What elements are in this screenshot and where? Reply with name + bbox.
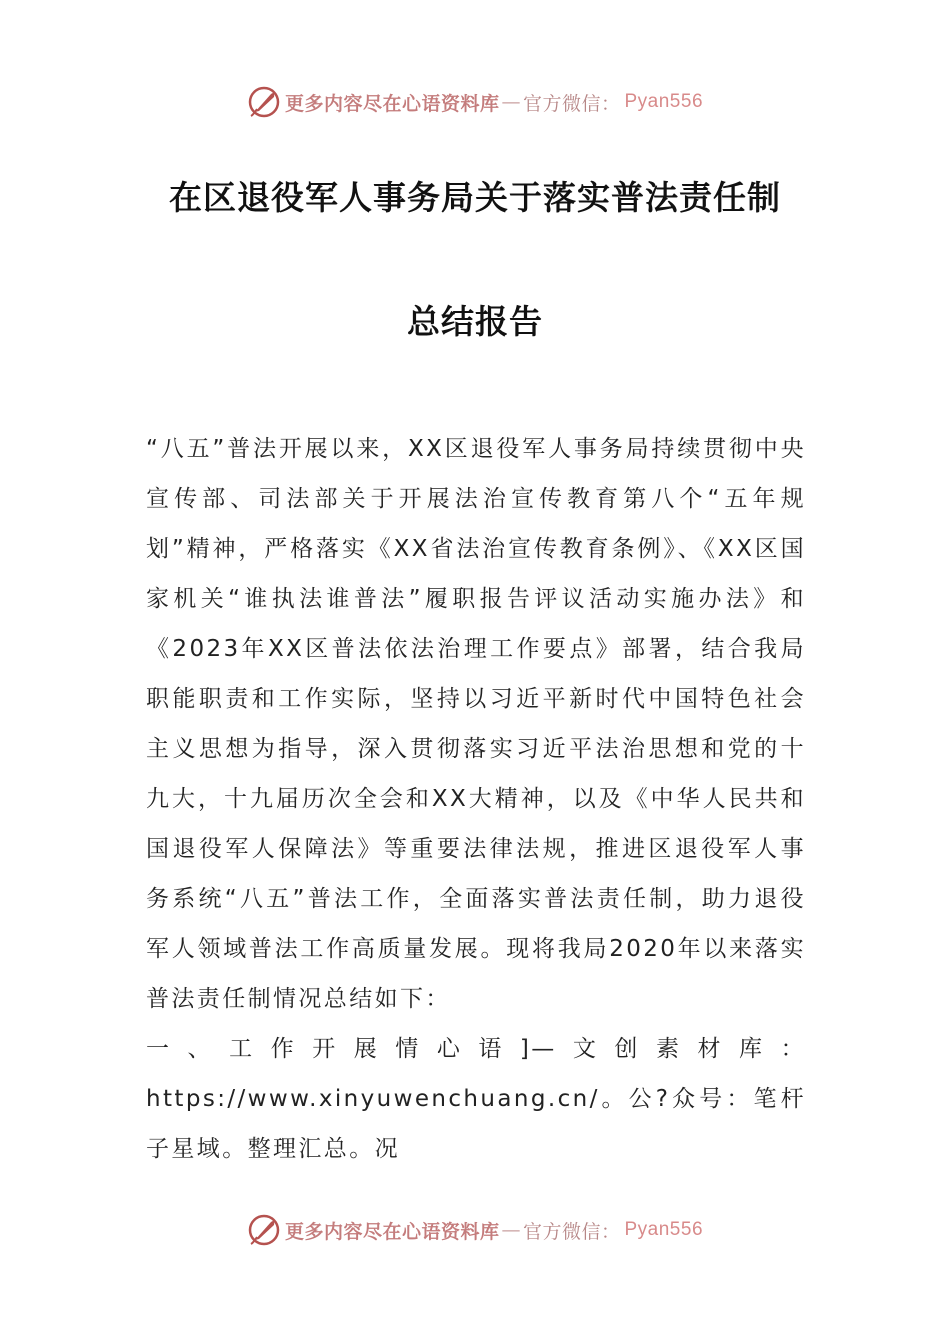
banner-wechat-label: 官方微信： <box>522 1220 621 1243</box>
quill-logo-icon <box>247 1213 281 1247</box>
banner-account: Pyan556 <box>624 91 704 112</box>
section-heading-1: 一、工作开展情心语]—文创素材库：https://www.xinyuwenchuang.cn/。公?众号：笔杆子星域。整理汇总。况 <box>146 1036 806 1162</box>
document-title-line2: 总结报告 <box>407 302 543 341</box>
document-body <box>146 424 806 1174</box>
banner-wechat-label: 官方微信： <box>522 92 621 115</box>
banner-dash: — <box>501 91 521 113</box>
body-paragraph: “八五”普法开展以来，XX区退役军人事务局持续贯彻中央宣传部、司法部关于开展法治宣传教育第八个“五年规划”精神，严格落实《XX省法治宣传教育条例》、《XX区国家机关“谁执法谁普法”履职报告评议活动实施办法》和《2023年XX区普法依法治理工作要点》部署，结合我局职能职责和工作实际，坚持以习近平新时代中国特色社会主义思想为指导，深入贯彻落实习近平法治思想和党的十九大，十九届历次全会和XX大精神，以及《中华人民共和国退役军人保障法》等重要法律法规，推进区退役军人事务系统“八五”普法工作，全面落实普法责任制，助力退役军人领域普法工作高质量发展。现将我局2020年以来落实普法责任制情况总结如下： <box>146 436 806 1012</box>
document-title-line1: 在区退役军人事务局关于落实普法责任制 <box>169 178 781 217</box>
banner-dash: — <box>501 1219 521 1241</box>
footer-banner <box>0 1210 950 1250</box>
banner-account: Pyan556 <box>624 1219 704 1240</box>
banner-brand: 更多内容尽在心语资料库 <box>284 1220 500 1243</box>
quill-logo-icon <box>247 85 281 119</box>
header-banner <box>0 82 950 122</box>
banner-brand: 更多内容尽在心语资料库 <box>284 92 500 115</box>
